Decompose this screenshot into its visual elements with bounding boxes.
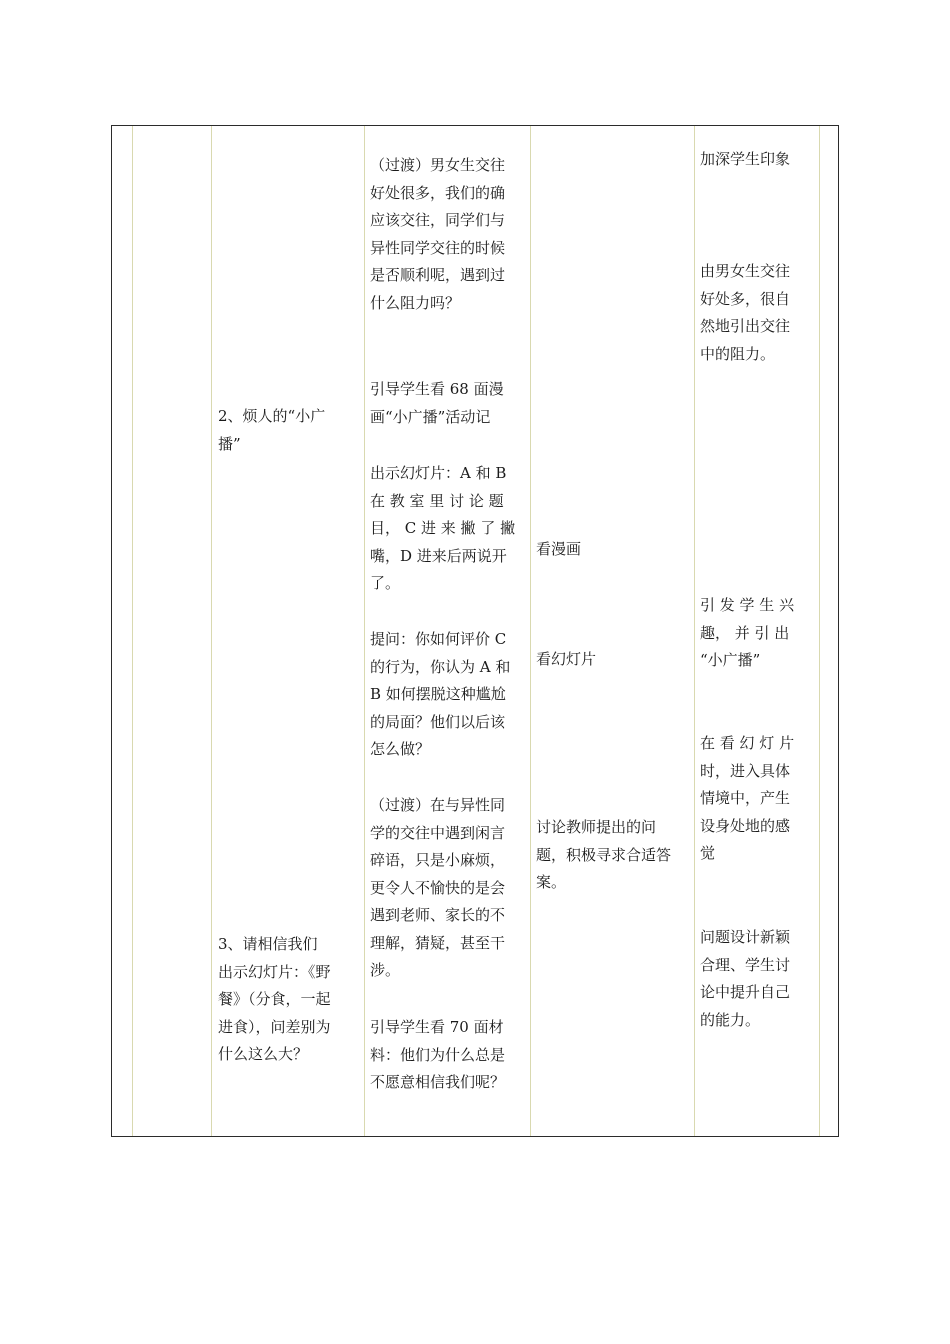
column-divider bbox=[211, 126, 212, 1136]
teacher-activity-comic: 引导学生看 68 面漫 画“小广播”活动记 bbox=[370, 380, 504, 426]
teacher-activity-transition-2: （过渡）在与异性同 学的交往中遇到闲言 碎语，只是小麻烦， 更令人不愉快的是会 遇到老师、家长的不 理解，猜疑，甚至干 涉。 bbox=[370, 796, 506, 979]
teacher-activity-slide: 出示幻灯片：A 和 B 在 教 室 里 讨 论 题 目， C 进 来 撇 了 撇 嘴，D 进来后两说开 了。 bbox=[370, 464, 516, 592]
lesson-plan-table bbox=[111, 125, 839, 1137]
topic-item-3: 3、请相信我们 出示幻灯片：《野 餐》（分食，一起 进食），问差别为 什么这么大？ bbox=[218, 935, 331, 1063]
design-intent-5: 问题设计新颖 合理、学生讨 论中提升自己 的能力。 bbox=[700, 928, 791, 1029]
column-divider bbox=[694, 126, 695, 1136]
column-divider bbox=[530, 126, 531, 1136]
student-activity-comic: 看漫画 bbox=[536, 540, 582, 558]
teacher-activity-material: 引导学生看 70 面材 料：他们为什么总是 不愿意相信我们呢？ bbox=[370, 1018, 506, 1091]
design-intent-3: 引 发 学 生 兴 趣， 并 引 出 “小广播” bbox=[700, 596, 795, 669]
student-activity-slide: 看幻灯片 bbox=[536, 650, 597, 668]
design-intent-4: 在 看 幻 灯 片 时，进入具体 情境中，产生 设身处地的感 觉 bbox=[700, 734, 795, 862]
column-divider bbox=[364, 126, 365, 1136]
column-divider bbox=[132, 126, 133, 1136]
student-activity-discuss: 讨论教师提出的问 题，积极寻求合适答 案。 bbox=[536, 818, 672, 891]
teacher-activity-question: 提问：你如何评价 C 的行为，你认为 A 和 B 如何摆脱这种尴尬 的局面？他们以后该 怎么做？ bbox=[370, 630, 511, 758]
topic-item-2: 2、烦人的“小广 播” bbox=[218, 407, 326, 453]
teacher-activity-transition-1: （过渡）男女生交往 好处很多，我们的确 应该交往，同学们与 异性同学交往的时候 是否顺利呢，遇到过 什么阻力吗？ bbox=[370, 156, 506, 312]
design-intent-2: 由男女生交往 好处多，很自 然地引出交往 中的阻力。 bbox=[700, 262, 791, 363]
design-intent-1: 加深学生印象 bbox=[700, 150, 791, 168]
column-divider bbox=[819, 126, 820, 1136]
